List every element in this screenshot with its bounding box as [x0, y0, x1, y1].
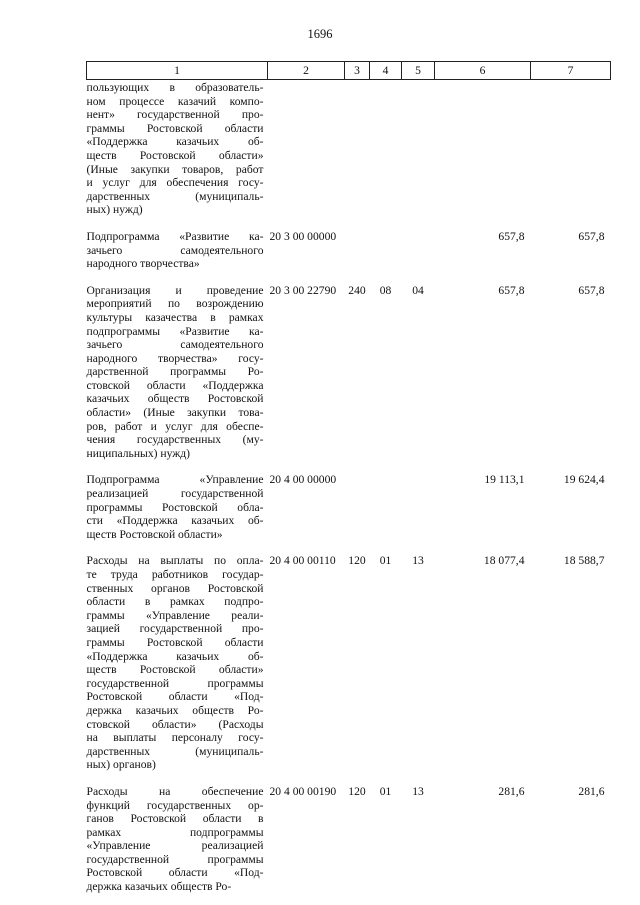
row-name-line: мероприятий по возрождению — [86, 297, 264, 311]
row-amount-1-cell: 18 077,4 — [483, 554, 525, 568]
row-amount-1-cell: 19 113,1 — [484, 473, 525, 487]
row-amount-1-cell: 657,8 — [498, 229, 525, 243]
row-name-line: функций государственных ор- — [86, 798, 264, 812]
budget-table — [86, 61, 611, 894]
row-name-line: Ростовской области «Под- — [86, 690, 264, 704]
row-name-line: области» (Иные закупки това- — [86, 406, 264, 420]
row-name-line: граммы Ростовской области — [86, 121, 264, 135]
row-name-line: Подпрограмма «Развитие ка- — [86, 229, 264, 243]
row-name-line: ных) органов) — [86, 758, 156, 772]
row-amount-1-cell: 657,8 — [498, 283, 525, 297]
row-section-cell — [370, 230, 402, 284]
row-name-line: стовской области «Поддержка — [86, 378, 264, 392]
row-code-cell: 20 4 00 00190 — [269, 784, 337, 798]
row-name-line: народного творчества» — [86, 257, 200, 271]
row-amount-2-cell: 657,8 — [578, 283, 605, 297]
row-section-cell — [370, 473, 402, 554]
row-section-cell: 01 — [379, 554, 392, 568]
row-subsection-cell — [402, 230, 435, 284]
row-name-line: «Поддержка казачьих об- — [86, 649, 264, 663]
row-amount-2-cell — [531, 80, 611, 230]
row-amount-2-cell: 657,8 — [578, 229, 605, 243]
row-name-line: ществ Ростовской области» — [86, 663, 264, 677]
row-name-line: Ростовской области «Под- — [86, 866, 264, 880]
row-name-line: зацией государственной про- — [86, 622, 264, 636]
column-header-1: 1 — [87, 62, 268, 80]
row-name-line: подпрограммы «Развитие ка- — [86, 324, 264, 338]
row-name-line: рамках подпрограммы — [86, 825, 264, 839]
row-code-cell: 20 3 00 22790 — [269, 283, 337, 297]
row-name-line: ров, работ и услуг для обеспе- — [86, 419, 264, 433]
row-name-line: дарственной программы Ро- — [86, 365, 264, 379]
table-row — [87, 230, 611, 284]
row-name-line: казачьих обществ Ростовской — [86, 392, 264, 406]
row-name-line: ственных органов Ростовской — [86, 581, 264, 595]
table-row — [87, 473, 611, 554]
table-row — [87, 554, 611, 785]
row-name-line: государственной программы — [86, 852, 264, 866]
row-name-line: стовской области» (Расходы — [86, 717, 264, 731]
row-name-line: Расходы на выплаты по опла- — [86, 554, 264, 568]
row-amount-1-cell: 281,6 — [498, 784, 525, 798]
table-row — [87, 785, 611, 894]
row-name-cell — [87, 785, 268, 894]
column-header-2: 2 — [268, 62, 345, 80]
row-subsection-cell — [402, 473, 435, 554]
row-name-line: ниципальных) нужд) — [86, 446, 191, 460]
row-name-line: Расходы на обеспечение — [86, 784, 264, 798]
row-name-cell — [87, 230, 268, 284]
row-section-cell: 01 — [379, 784, 392, 798]
row-name-line: сти «Поддержка казачьих об- — [86, 514, 264, 528]
row-name-line: на выплаты персоналу госу- — [86, 731, 264, 745]
row-name-line: Подпрограмма «Управление — [86, 473, 264, 487]
column-header-3: 3 — [345, 62, 370, 80]
row-name-line: те труда работников государ- — [86, 568, 264, 581]
column-header-6: 6 — [435, 62, 531, 80]
row-name-line: программы Ростовской обла- — [86, 500, 264, 514]
row-amount-2-cell: 19 624,4 — [563, 473, 605, 487]
row-name-line: ганов Ростовской области в — [86, 812, 264, 826]
row-section-cell — [370, 80, 402, 230]
table-row — [87, 284, 611, 474]
row-expense-type-cell — [345, 230, 370, 284]
row-name-line: нент» государственной про- — [86, 108, 264, 122]
row-name-line: держка казачьих обществ Ро- — [86, 880, 232, 894]
row-name-line: граммы «Управление реали- — [86, 608, 264, 622]
row-amount-2-cell: 18 588,7 — [563, 554, 605, 568]
row-amount-2-cell: 281,6 — [578, 784, 605, 798]
row-name-line: «Управление реализацией — [86, 839, 264, 853]
column-header-5: 5 — [402, 62, 435, 80]
table-header-row — [87, 62, 611, 80]
column-header-7: 7 — [531, 62, 611, 80]
row-name-line: пользующих в образователь- — [86, 81, 264, 94]
row-name-line: дарственных (муниципаль- — [86, 189, 264, 203]
row-name-line: ществ Ростовской области» — [86, 527, 223, 541]
row-subsection-cell: 13 — [412, 784, 424, 798]
row-name-line: культуры казачества в рамках — [86, 310, 264, 324]
row-expense-type-cell: 240 — [348, 283, 366, 297]
row-name-line: Организация и проведение — [86, 283, 264, 297]
row-subsection-cell: 13 — [412, 554, 424, 568]
row-name-line: ществ Ростовской области» — [86, 148, 264, 162]
row-expense-type-cell: 120 — [348, 554, 366, 568]
row-name-cell — [87, 284, 268, 474]
row-subsection-cell — [402, 80, 435, 230]
row-name-cell — [87, 473, 268, 554]
column-header-4: 4 — [370, 62, 402, 80]
table-body — [87, 80, 611, 894]
row-code-cell — [268, 80, 345, 230]
row-name-line: ных) нужд) — [86, 203, 143, 217]
row-name-cell — [87, 80, 268, 230]
row-name-line: зачьего самодеятельного — [86, 338, 264, 352]
row-code-cell: 20 4 00 00110 — [269, 554, 336, 568]
row-amount-1-cell — [435, 80, 531, 230]
row-expense-type-cell — [345, 80, 370, 230]
row-name-line: реализацией государственной — [86, 487, 264, 501]
row-name-line: дарственных (муниципаль- — [86, 744, 264, 758]
row-code-cell: 20 4 00 00000 — [269, 473, 337, 487]
row-name-line: народного творчества» госу- — [86, 351, 264, 365]
row-expense-type-cell — [345, 473, 370, 554]
row-name-line: государственной программы — [86, 676, 264, 690]
row-section-cell: 08 — [379, 283, 392, 297]
row-name-line: чения государственных (му- — [86, 433, 264, 447]
row-name-line: зачьего самодеятельного — [86, 243, 264, 257]
row-name-line: (Иные закупки товаров, работ — [86, 162, 264, 176]
table-row — [87, 80, 611, 230]
row-name-cell — [87, 554, 268, 785]
row-name-line: области в рамках подпро- — [86, 595, 264, 609]
row-subsection-cell: 04 — [412, 283, 424, 297]
row-name-line: «Поддержка казачьих об- — [86, 135, 264, 149]
row-code-cell: 20 3 00 00000 — [269, 229, 337, 243]
page-number: 1696 — [307, 27, 333, 41]
row-name-line: и услуг для обеспечения госу- — [86, 176, 264, 190]
row-name-line: ном процессе казачий компо- — [86, 94, 264, 108]
row-name-line: держка казачьих обществ Ро- — [86, 703, 264, 717]
row-name-line: граммы Ростовской области — [86, 635, 264, 649]
row-expense-type-cell: 120 — [348, 784, 366, 798]
